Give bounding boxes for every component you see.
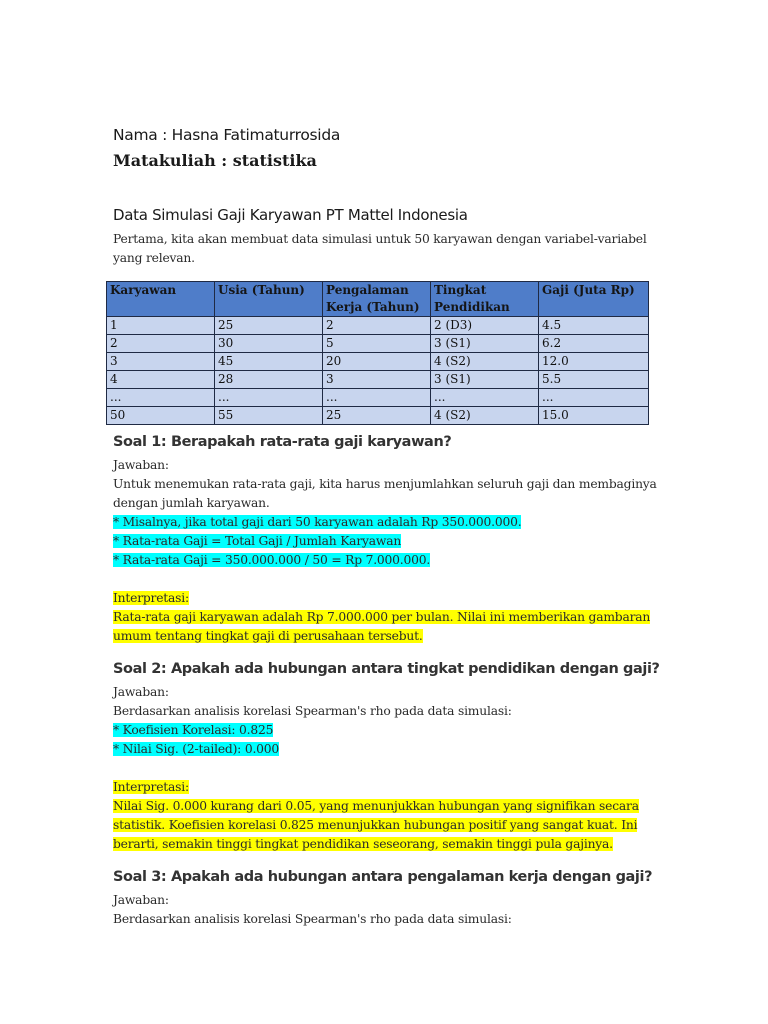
table-cell: 25	[215, 317, 323, 335]
table-cell: ...	[539, 389, 649, 407]
table-cell: 3 (S1)	[431, 371, 539, 389]
section-title: Data Simulasi Gaji Karyawan PT Mattel Indonesia	[113, 206, 468, 224]
course-name: Matakuliah : statistika	[113, 151, 317, 170]
table-row	[107, 353, 649, 371]
question-3-body-1: Berdasarkan analisis korelasi Spearman's rho pada data simulasi:	[113, 912, 512, 926]
question-1-title: Soal 1: Berapakah rata-rata gaji karyawan?	[113, 434, 452, 450]
table-row	[107, 389, 649, 407]
question-2-bullet-2	[113, 740, 279, 760]
question-2-interp-label	[113, 778, 189, 798]
table-cell: 50	[107, 407, 215, 425]
highlight-cyan: * Rata-rata Gaji = Total Gaji / Jumlah Karyawan	[113, 534, 402, 548]
question-2-body-1: Berdasarkan analisis korelasi Spearman's rho pada data simulasi:	[113, 704, 512, 718]
question-2-interp-3	[113, 835, 613, 855]
question-1-interp-1	[113, 608, 650, 628]
highlight-cyan: * Misalnya, jika total gaji dari 50 karyawan adalah Rp 350.000.000.	[113, 515, 522, 529]
table-cell: 45	[215, 353, 323, 371]
question-2-answer-label: Jawaban:	[113, 685, 169, 699]
highlight-yellow: Interpretasi:	[113, 780, 189, 794]
question-1-bullet-3	[113, 551, 430, 571]
table-row	[107, 407, 649, 425]
highlight-yellow: Interpretasi:	[113, 591, 189, 605]
question-1-bullet-2	[113, 532, 401, 552]
table-cell: 15.0	[539, 407, 649, 425]
highlight-cyan: * Rata-rata Gaji = 350.000.000 / 50 = Rp 7.000.000.	[113, 553, 431, 567]
table-cell: ...	[107, 389, 215, 407]
table-cell: 4.5	[539, 317, 649, 335]
table-cell: 3	[107, 353, 215, 371]
table-cell: 30	[215, 335, 323, 353]
table-cell: 2	[107, 335, 215, 353]
question-3-title: Soal 3: Apakah ada hubungan antara pengalaman kerja dengan gaji?	[113, 869, 653, 885]
table-cell: 2 (D3)	[431, 317, 539, 335]
table-row	[107, 371, 649, 389]
table-cell: 5	[323, 335, 431, 353]
table-row	[107, 317, 649, 335]
question-1-interp-label	[113, 589, 189, 609]
col-header-usia: Usia (Tahun)	[215, 282, 323, 317]
highlight-yellow: umum tentang tingkat gaji di perusahaan tersebut.	[113, 629, 423, 643]
table-cell: ...	[215, 389, 323, 407]
table-cell: 1	[107, 317, 215, 335]
question-1-answer-label: Jawaban:	[113, 458, 169, 472]
intro-line-1: Pertama, kita akan membuat data simulasi untuk 50 karyawan dengan variabel-variabel	[113, 232, 647, 246]
table-row	[107, 335, 649, 353]
highlight-yellow: statistik. Koefisien korelasi 0.825 menunjukkan hubungan positif yang sangat kuat. Ini	[113, 818, 638, 832]
table-cell: 4 (S2)	[431, 353, 539, 371]
highlight-yellow: Nilai Sig. 0.000 kurang dari 0.05, yang menunjukkan hubungan yang signifikan secara	[113, 799, 639, 813]
table-cell: 2	[323, 317, 431, 335]
table-cell: ...	[431, 389, 539, 407]
highlight-cyan: * Koefisien Korelasi: 0.825	[113, 723, 274, 737]
table-cell: ...	[323, 389, 431, 407]
table-cell: 55	[215, 407, 323, 425]
table-cell: 25	[323, 407, 431, 425]
table-cell: 28	[215, 371, 323, 389]
salary-table	[106, 281, 649, 425]
col-header-pengalaman: Pengalaman Kerja (Tahun)	[323, 282, 431, 317]
table-cell: 20	[323, 353, 431, 371]
question-3-answer-label: Jawaban:	[113, 893, 169, 907]
intro-line-2: yang relevan.	[113, 251, 195, 265]
table-header-row	[107, 282, 649, 317]
question-2-title: Soal 2: Apakah ada hubungan antara tingkat pendidikan dengan gaji?	[113, 661, 660, 677]
highlight-yellow: Rata-rata gaji karyawan adalah Rp 7.000.000 per bulan. Nilai ini memberikan gambaran	[113, 610, 651, 624]
col-header-gaji: Gaji (Juta Rp)	[539, 282, 649, 317]
col-header-karyawan: Karyawan	[107, 282, 215, 317]
table-cell: 4 (S2)	[431, 407, 539, 425]
table-cell: 6.2	[539, 335, 649, 353]
student-name: Nama : Hasna Fatimaturrosida	[113, 126, 341, 144]
table-cell: 5.5	[539, 371, 649, 389]
table-cell: 12.0	[539, 353, 649, 371]
highlight-yellow: berarti, semakin tinggi tingkat pendidikan seseorang, semakin tinggi pula gajinya.	[113, 837, 613, 851]
table-cell: 3	[323, 371, 431, 389]
question-2-interp-2	[113, 816, 637, 836]
question-2-interp-1	[113, 797, 639, 817]
table-cell: 3 (S1)	[431, 335, 539, 353]
question-1-bullet-1	[113, 513, 521, 533]
question-1-interp-2	[113, 627, 423, 647]
table-cell: 4	[107, 371, 215, 389]
question-1-body-1: Untuk menemukan rata-rata gaji, kita harus menjumlahkan seluruh gaji dan membaginya	[113, 477, 657, 491]
question-1-body-2: dengan jumlah karyawan.	[113, 496, 270, 510]
highlight-cyan: * Nilai Sig. (2-tailed): 0.000	[113, 742, 280, 756]
col-header-pendidikan: Tingkat Pendidikan	[431, 282, 539, 317]
question-2-bullet-1	[113, 721, 273, 741]
